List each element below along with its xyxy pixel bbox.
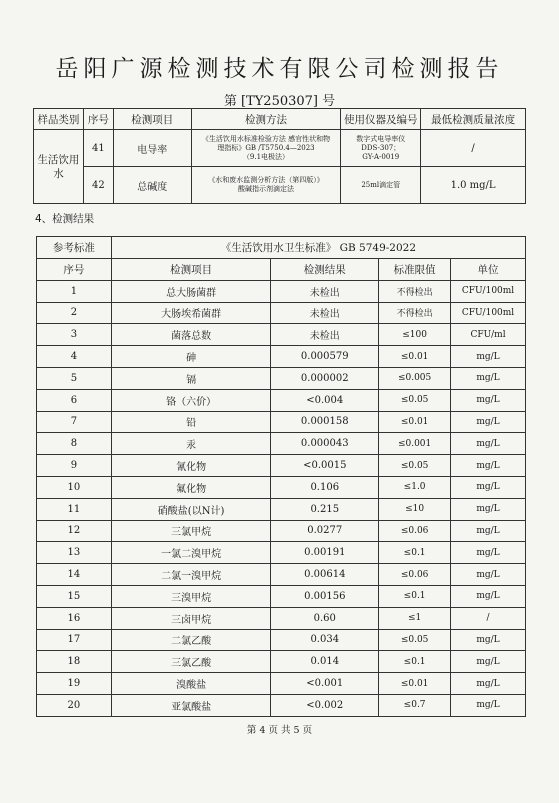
header-category: 样品类别 xyxy=(34,109,84,130)
row-limit: ≤0.01 xyxy=(379,411,451,433)
row-result: 0.106 xyxy=(271,476,379,498)
row-item: 氰化物 xyxy=(111,455,271,477)
row-unit: CFU/ml xyxy=(451,324,526,346)
row-no: 15 xyxy=(37,585,112,607)
row-limit: 不得检出 xyxy=(379,302,451,324)
row-no: 13 xyxy=(37,542,112,564)
table-row xyxy=(37,629,526,651)
row-no: 14 xyxy=(37,564,112,586)
row-limit: ≤0.1 xyxy=(379,585,451,607)
row-limit: ≤0.05 xyxy=(379,455,451,477)
row-unit: mg/L xyxy=(451,498,526,520)
row-unit: mg/L xyxy=(451,367,526,389)
row-limit: ≤0.05 xyxy=(379,389,451,411)
row-result: 0.0277 xyxy=(271,520,379,542)
row-limit: ≤0.005 xyxy=(379,367,451,389)
row-result: <0.001 xyxy=(271,673,379,695)
row-no: 7 xyxy=(37,411,112,433)
row-unit: mg/L xyxy=(451,673,526,695)
row-unit: mg/L xyxy=(451,629,526,651)
table-row xyxy=(34,130,526,167)
row-result: 0.000043 xyxy=(271,433,379,455)
row-no: 17 xyxy=(37,629,112,651)
reference-standard-row xyxy=(37,237,526,259)
row-unit: mg/L xyxy=(451,585,526,607)
row-limit: ≤0.01 xyxy=(379,346,451,368)
row-no: 41 xyxy=(83,130,113,167)
table-row xyxy=(37,324,526,346)
row-item: 二氯一溴甲烷 xyxy=(111,564,271,586)
row-item: 镉 xyxy=(111,367,271,389)
row-no: 3 xyxy=(37,324,112,346)
standard-label: 参考标准 xyxy=(37,237,112,259)
row-no: 42 xyxy=(83,167,113,204)
row-no: 1 xyxy=(37,280,112,302)
row-result: 0.000002 xyxy=(271,367,379,389)
report-title: 岳阳广源检测技术有限公司检测报告 xyxy=(55,56,504,82)
results-header xyxy=(37,259,526,281)
row-no: 18 xyxy=(37,651,112,673)
row-unit: mg/L xyxy=(451,411,526,433)
row-limit: ≤0.05 xyxy=(379,629,451,651)
method-table-header xyxy=(34,109,526,130)
row-limit: 不得检出 xyxy=(379,280,451,302)
row-result: 0.00156 xyxy=(271,585,379,607)
row-item: 一氯二溴甲烷 xyxy=(111,542,271,564)
row-item: 总碱度 xyxy=(113,167,191,204)
row-no: 11 xyxy=(37,498,112,520)
row-no: 6 xyxy=(37,389,112,411)
table-row xyxy=(34,167,526,204)
row-limit: ≤0.06 xyxy=(379,520,451,542)
row-item: 硝酸盐(以N计) xyxy=(111,498,271,520)
table-row xyxy=(37,367,526,389)
table-row xyxy=(37,607,526,629)
table-row xyxy=(37,389,526,411)
header-limit: 标准限值 xyxy=(379,259,451,281)
row-unit: CFU/100ml xyxy=(451,302,526,324)
row-item: 三氯甲烷 xyxy=(111,520,271,542)
row-unit: mg/L xyxy=(451,520,526,542)
row-limit: ≤0.1 xyxy=(379,651,451,673)
row-limit: 1.0 mg/L xyxy=(421,167,526,204)
row-unit: mg/L xyxy=(451,455,526,477)
row-unit: mg/L xyxy=(451,542,526,564)
page-footer: 第 4 页 共 5 页 xyxy=(246,725,313,736)
table-row xyxy=(37,280,526,302)
row-item: 三卤甲烷 xyxy=(111,607,271,629)
row-unit: mg/L xyxy=(451,389,526,411)
row-unit: mg/L xyxy=(451,651,526,673)
table-row xyxy=(37,585,526,607)
standard-value: 《生活饮用水卫生标准》 GB 5749-2022 xyxy=(111,237,525,259)
row-limit: ≤100 xyxy=(379,324,451,346)
header-result: 检测结果 xyxy=(271,259,379,281)
row-item: 大肠埃希菌群 xyxy=(111,302,271,324)
row-item: 三氯乙酸 xyxy=(111,651,271,673)
row-result: 未检出 xyxy=(271,302,379,324)
row-limit: ≤0.06 xyxy=(379,564,451,586)
row-no: 4 xyxy=(37,346,112,368)
table-row xyxy=(37,476,526,498)
row-unit: mg/L xyxy=(451,694,526,716)
row-result: <0.002 xyxy=(271,694,379,716)
method-table xyxy=(33,108,526,204)
row-result: 0.014 xyxy=(271,651,379,673)
row-limit: ≤0.01 xyxy=(379,673,451,695)
row-unit: CFU/100ml xyxy=(451,280,526,302)
row-result: 0.00614 xyxy=(271,564,379,586)
row-item: 汞 xyxy=(111,433,271,455)
row-method: 《水和废水监测分析方法（第四版）》 酸碱指示剂滴定法 xyxy=(191,167,341,204)
header-item: 检测项目 xyxy=(113,109,191,130)
row-item: 铬（六价） xyxy=(111,389,271,411)
row-limit: ≤10 xyxy=(379,498,451,520)
table-row xyxy=(37,433,526,455)
row-limit: ≤0.1 xyxy=(379,542,451,564)
row-limit: ≤1.0 xyxy=(379,476,451,498)
header-no: 序号 xyxy=(83,109,113,130)
row-item: 二氯乙酸 xyxy=(111,629,271,651)
header-no: 序号 xyxy=(37,259,112,281)
row-no: 12 xyxy=(37,520,112,542)
table-row xyxy=(37,694,526,716)
row-item: 菌落总数 xyxy=(111,324,271,346)
row-item: 三溴甲烷 xyxy=(111,585,271,607)
row-result: <0.0015 xyxy=(271,455,379,477)
row-item: 电导率 xyxy=(113,130,191,167)
row-no: 8 xyxy=(37,433,112,455)
header-instrument: 使用仪器及编号 xyxy=(341,109,421,130)
row-method: 《生活饮用水标准检验方法 感官性状和物 理指标》GB /T5750.4—2023 （9.1电极法） xyxy=(191,130,341,167)
row-no: 20 xyxy=(37,694,112,716)
table-row xyxy=(37,346,526,368)
row-limit: / xyxy=(421,130,526,167)
row-no: 9 xyxy=(37,455,112,477)
row-result: 0.000158 xyxy=(271,411,379,433)
row-result: 0.215 xyxy=(271,498,379,520)
table-row xyxy=(37,651,526,673)
row-unit: mg/L xyxy=(451,476,526,498)
row-unit: / xyxy=(451,607,526,629)
table-row xyxy=(37,302,526,324)
row-limit: ≤0.7 xyxy=(379,694,451,716)
row-result: 未检出 xyxy=(271,280,379,302)
row-item: 总大肠菌群 xyxy=(111,280,271,302)
row-item: 氟化物 xyxy=(111,476,271,498)
row-instrument: 25ml滴定管 xyxy=(341,167,421,204)
row-result: 0.60 xyxy=(271,607,379,629)
row-unit: mg/L xyxy=(451,433,526,455)
row-unit: mg/L xyxy=(451,564,526,586)
row-item: 亚氯酸盐 xyxy=(111,694,271,716)
table-row xyxy=(37,455,526,477)
row-result: <0.004 xyxy=(271,389,379,411)
table-row xyxy=(37,520,526,542)
table-row xyxy=(37,411,526,433)
header-method: 检测方法 xyxy=(191,109,341,130)
table-row xyxy=(37,564,526,586)
table-row xyxy=(37,498,526,520)
row-limit: ≤0.001 xyxy=(379,433,451,455)
row-no: 19 xyxy=(37,673,112,695)
header-limit: 最低检测质量浓度 xyxy=(421,109,526,130)
row-no: 16 xyxy=(37,607,112,629)
results-table xyxy=(36,236,526,717)
row-result: 0.034 xyxy=(271,629,379,651)
row-no: 5 xyxy=(37,367,112,389)
sample-category: 生活饮用水 xyxy=(34,130,84,204)
row-unit: mg/L xyxy=(451,346,526,368)
row-result: 0.000579 xyxy=(271,346,379,368)
section-title: 4、检测结果 xyxy=(35,213,95,225)
header-item: 检测项目 xyxy=(111,259,271,281)
row-item: 溴酸盐 xyxy=(111,673,271,695)
row-item: 砷 xyxy=(111,346,271,368)
report-number: 第 [TY250307] 号 xyxy=(223,94,336,109)
row-no: 2 xyxy=(37,302,112,324)
row-no: 10 xyxy=(37,476,112,498)
row-item: 铅 xyxy=(111,411,271,433)
row-result: 0.00191 xyxy=(271,542,379,564)
table-row xyxy=(37,673,526,695)
row-result: 未检出 xyxy=(271,324,379,346)
row-instrument: 数字式电导率仪 DDS-307； GY-A-0019 xyxy=(341,130,421,167)
header-unit: 单位 xyxy=(451,259,526,281)
row-limit: ≤1 xyxy=(379,607,451,629)
table-row xyxy=(37,542,526,564)
